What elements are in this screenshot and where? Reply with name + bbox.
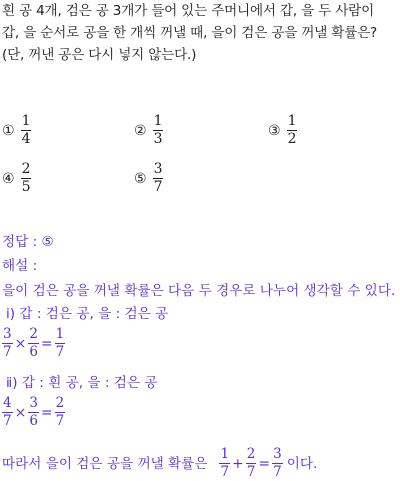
question-line-3: (단, 꺼낸 공은 다시 넣지 않는다.) [2,47,197,63]
question-line-2: 갑, 을 순서로 공을 한 개씩 꺼낼 때, 을이 검은 공을 꺼낼 확률은? [2,25,378,41]
choice-number: ③ [268,122,281,139]
choice-4[interactable] [2,161,31,196]
choice-number: ② [134,122,147,139]
fraction: $\frac{4}{7}$ [3,395,12,429]
fraction: $\frac{2}{7}$ [55,395,65,429]
final-suffix: 이다. [286,455,318,472]
fraction: $\frac{3}{6}$ [29,395,38,429]
choice-3[interactable] [268,113,297,148]
times-sign: × [14,404,27,421]
final-statement [2,446,317,481]
equals-sign: = [40,404,53,421]
case-1-label: ⅰ) 갑 : 검은 공, 을 : 검은 공 [6,306,169,322]
case-1-equation [2,326,65,361]
choice-number: ④ [2,170,15,187]
fraction: $\frac{1}{7}$ [55,326,65,360]
choice-number: ⑤ [134,170,147,187]
case-2-label: ⅱ) 갑 : 흰 공, 을 : 검은 공 [6,375,158,391]
final-prefix: 따라서 을이 검은 공을 꺼낼 확률은 [2,455,208,472]
choice-fraction: $\frac{1}{2}$ [287,113,297,147]
fraction: $\frac{3}{7}$ [3,326,12,360]
equals-sign: = [40,335,53,352]
fraction: $\frac{1}{7}$ [220,446,230,480]
case-2-equation [2,395,65,430]
fraction: $\frac{2}{7}$ [246,446,256,480]
choice-1[interactable] [2,113,31,148]
question-line-1: 흰 공 4개, 검은 공 3개가 들어 있는 주머니에서 갑, 을 두 사람이 [2,3,375,19]
times-sign: × [14,335,27,352]
choice-fraction: $\frac{1}{3}$ [153,113,163,147]
final-equation [219,446,282,481]
choice-fraction: $\frac{1}{4}$ [21,113,31,147]
choice-fraction: $\frac{3}{7}$ [153,161,163,195]
equals-sign: = [258,455,271,472]
question-text [2,0,400,66]
choice-2[interactable] [134,113,163,148]
choice-5[interactable] [134,161,163,196]
answer-label: 정답 : ⑤ [2,234,54,250]
choice-fraction: $\frac{2}{5}$ [21,161,31,195]
fraction: $\frac{2}{6}$ [29,326,38,360]
plus-sign: + [232,455,244,472]
fraction: $\frac{3}{7}$ [273,446,282,480]
explanation-intro: 을이 검은 공을 꺼낼 확률은 다음 두 경우로 나누어 생각할 수 있다. [2,283,396,299]
choice-number: ① [2,122,15,139]
explanation-label: 해설 : [2,258,38,274]
